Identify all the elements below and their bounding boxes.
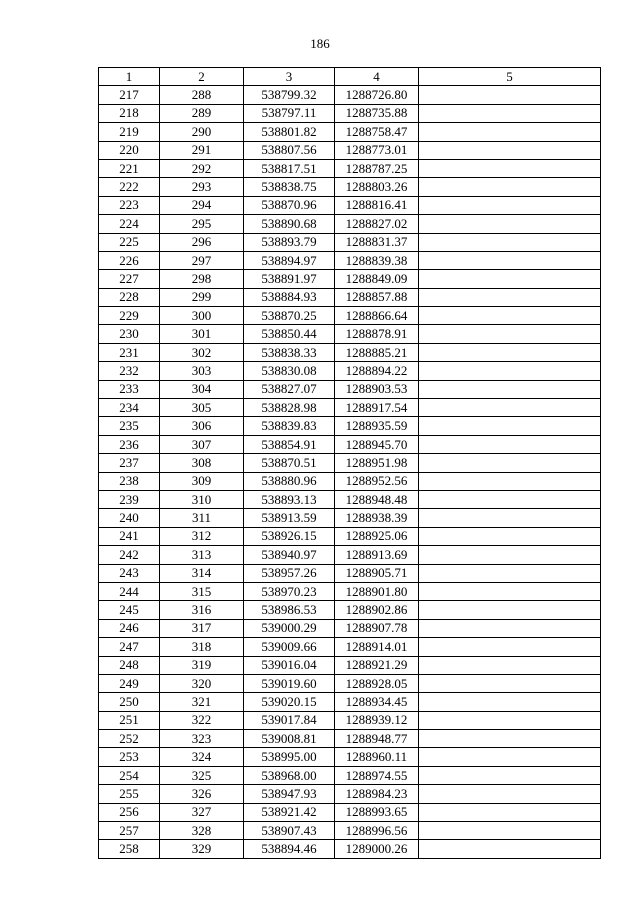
table-row [99, 730, 601, 748]
table-cell-col-3: 538926.15 [244, 527, 335, 545]
table-cell-col-1: 246 [99, 619, 160, 637]
table-cell-col-3: 538807.56 [244, 141, 335, 159]
table-cell-col-3: 538894.46 [244, 840, 335, 858]
table-cell-col-4: 1288921.29 [335, 656, 419, 674]
column-header-5: 5 [419, 68, 601, 86]
table-cell-col-5 [419, 215, 601, 233]
table-cell-col-2: 328 [160, 822, 244, 840]
table-cell-col-4: 1288945.70 [335, 435, 419, 453]
table-cell-col-3: 538870.25 [244, 307, 335, 325]
table-cell-col-5 [419, 564, 601, 582]
table-cell-col-4: 1288857.88 [335, 288, 419, 306]
table-cell-col-2: 305 [160, 399, 244, 417]
table-cell-col-5 [419, 674, 601, 692]
table-row [99, 527, 601, 545]
table-cell-col-5 [419, 159, 601, 177]
table-cell-col-4: 1288984.23 [335, 785, 419, 803]
table-cell-col-1: 242 [99, 546, 160, 564]
table-cell-col-2: 299 [160, 288, 244, 306]
table-cell-col-4: 1288905.71 [335, 564, 419, 582]
table-cell-col-4: 1288917.54 [335, 399, 419, 417]
table-cell-col-1: 243 [99, 564, 160, 582]
table-cell-col-1: 217 [99, 86, 160, 104]
table-cell-col-2: 312 [160, 527, 244, 545]
table-row [99, 840, 601, 858]
table-row [99, 178, 601, 196]
table-cell-col-3: 539009.66 [244, 638, 335, 656]
table-row [99, 822, 601, 840]
table-cell-col-5 [419, 196, 601, 214]
table-cell-col-4: 1288735.88 [335, 104, 419, 122]
table-row [99, 619, 601, 637]
table-row [99, 104, 601, 122]
table-cell-col-1: 220 [99, 141, 160, 159]
table-cell-col-1: 250 [99, 693, 160, 711]
table-cell-col-4: 1288831.37 [335, 233, 419, 251]
table-cell-col-1: 237 [99, 454, 160, 472]
table-cell-col-2: 304 [160, 380, 244, 398]
table-row [99, 509, 601, 527]
table-cell-col-4: 1288849.09 [335, 270, 419, 288]
table-row [99, 766, 601, 784]
table-cell-col-2: 289 [160, 104, 244, 122]
table-cell-col-2: 290 [160, 123, 244, 141]
table-cell-col-3: 538893.13 [244, 490, 335, 508]
table-cell-col-2: 309 [160, 472, 244, 490]
table-cell-col-2: 291 [160, 141, 244, 159]
table-cell-col-1: 257 [99, 822, 160, 840]
table-cell-col-2: 329 [160, 840, 244, 858]
table-cell-col-3: 539017.84 [244, 711, 335, 729]
table-cell-col-3: 539019.60 [244, 674, 335, 692]
table-cell-col-3: 538894.97 [244, 251, 335, 269]
table-cell-col-5 [419, 711, 601, 729]
table-cell-col-1: 245 [99, 601, 160, 619]
table-cell-col-2: 293 [160, 178, 244, 196]
table-row [99, 362, 601, 380]
table-row [99, 674, 601, 692]
table-cell-col-1: 248 [99, 656, 160, 674]
table-cell-col-3: 538827.07 [244, 380, 335, 398]
table-cell-col-4: 1288948.48 [335, 490, 419, 508]
table-cell-col-1: 222 [99, 178, 160, 196]
table-cell-col-3: 538891.97 [244, 270, 335, 288]
table-cell-col-4: 1288996.56 [335, 822, 419, 840]
table-cell-col-4: 1288928.05 [335, 674, 419, 692]
table-row [99, 638, 601, 656]
table-cell-col-1: 218 [99, 104, 160, 122]
table-cell-col-5 [419, 251, 601, 269]
table-cell-col-2: 313 [160, 546, 244, 564]
table-cell-col-4: 1288914.01 [335, 638, 419, 656]
table-cell-col-5 [419, 656, 601, 674]
table-header-row [99, 68, 601, 86]
table-cell-col-1: 235 [99, 417, 160, 435]
table-cell-col-5 [419, 822, 601, 840]
table-cell-col-1: 230 [99, 325, 160, 343]
table-row [99, 288, 601, 306]
table-row [99, 472, 601, 490]
table-cell-col-5 [419, 380, 601, 398]
table-cell-col-1: 258 [99, 840, 160, 858]
table-cell-col-2: 314 [160, 564, 244, 582]
table-cell-col-5 [419, 399, 601, 417]
table-cell-col-3: 538830.08 [244, 362, 335, 380]
table-cell-col-2: 288 [160, 86, 244, 104]
table-row [99, 748, 601, 766]
table-cell-col-5 [419, 472, 601, 490]
table-cell-col-5 [419, 730, 601, 748]
column-header-3: 3 [244, 68, 335, 86]
table-cell-col-2: 295 [160, 215, 244, 233]
table-cell-col-4: 1288866.64 [335, 307, 419, 325]
table-cell-col-2: 306 [160, 417, 244, 435]
table-cell-col-2: 321 [160, 693, 244, 711]
table-row [99, 141, 601, 159]
table-cell-col-4: 1288913.69 [335, 546, 419, 564]
table-cell-col-1: 228 [99, 288, 160, 306]
table-cell-col-3: 538797.11 [244, 104, 335, 122]
table-row [99, 656, 601, 674]
table-cell-col-3: 538913.59 [244, 509, 335, 527]
table-cell-col-5 [419, 527, 601, 545]
table-cell-col-4: 1288773.01 [335, 141, 419, 159]
table-body [99, 86, 601, 858]
table-cell-col-2: 308 [160, 454, 244, 472]
table-cell-col-1: 255 [99, 785, 160, 803]
table-cell-col-4: 1288974.55 [335, 766, 419, 784]
table-row [99, 159, 601, 177]
table-cell-col-3: 538907.43 [244, 822, 335, 840]
table-cell-col-2: 296 [160, 233, 244, 251]
table-cell-col-1: 253 [99, 748, 160, 766]
table-cell-col-1: 249 [99, 674, 160, 692]
table-cell-col-2: 302 [160, 343, 244, 361]
table-cell-col-4: 1288960.11 [335, 748, 419, 766]
table-cell-col-5 [419, 307, 601, 325]
table-cell-col-1: 219 [99, 123, 160, 141]
table-cell-col-4: 1288902.86 [335, 601, 419, 619]
table-cell-col-5 [419, 417, 601, 435]
table-cell-col-4: 1288939.12 [335, 711, 419, 729]
table-cell-col-3: 539016.04 [244, 656, 335, 674]
table-cell-col-5 [419, 840, 601, 858]
table-cell-col-4: 1288803.26 [335, 178, 419, 196]
table-cell-col-5 [419, 86, 601, 104]
table-cell-col-5 [419, 803, 601, 821]
table-cell-col-2: 323 [160, 730, 244, 748]
table-row [99, 564, 601, 582]
table-cell-col-5 [419, 141, 601, 159]
table-cell-col-3: 538850.44 [244, 325, 335, 343]
table-cell-col-5 [419, 748, 601, 766]
table-cell-col-3: 539000.29 [244, 619, 335, 637]
table-cell-col-4: 1288787.25 [335, 159, 419, 177]
table-cell-col-2: 315 [160, 582, 244, 600]
table-cell-col-1: 231 [99, 343, 160, 361]
table-row [99, 582, 601, 600]
table-cell-col-3: 538799.32 [244, 86, 335, 104]
table-cell-col-1: 241 [99, 527, 160, 545]
column-header-2: 2 [160, 68, 244, 86]
table-cell-col-3: 538893.79 [244, 233, 335, 251]
table-cell-col-1: 232 [99, 362, 160, 380]
table-cell-col-1: 240 [99, 509, 160, 527]
table-cell-col-3: 538957.26 [244, 564, 335, 582]
table-cell-col-3: 538970.23 [244, 582, 335, 600]
table-cell-col-4: 1288935.59 [335, 417, 419, 435]
table-cell-col-4: 1288878.91 [335, 325, 419, 343]
table-cell-col-5 [419, 619, 601, 637]
table-cell-col-4: 1288901.80 [335, 582, 419, 600]
table-cell-col-3: 538921.42 [244, 803, 335, 821]
table-row [99, 233, 601, 251]
table-cell-col-4: 1288758.47 [335, 123, 419, 141]
table-row [99, 693, 601, 711]
table-cell-col-4: 1288903.53 [335, 380, 419, 398]
table-cell-col-2: 322 [160, 711, 244, 729]
table-cell-col-1: 221 [99, 159, 160, 177]
table-cell-col-5 [419, 546, 601, 564]
table-cell-col-2: 303 [160, 362, 244, 380]
table-cell-col-1: 227 [99, 270, 160, 288]
table-cell-col-3: 538870.51 [244, 454, 335, 472]
table-cell-col-2: 324 [160, 748, 244, 766]
table-cell-col-5 [419, 123, 601, 141]
table-cell-col-5 [419, 233, 601, 251]
table-cell-col-5 [419, 288, 601, 306]
table-row [99, 307, 601, 325]
table-cell-col-5 [419, 343, 601, 361]
table-cell-col-4: 1288894.22 [335, 362, 419, 380]
table-cell-col-4: 1288952.56 [335, 472, 419, 490]
table-cell-col-3: 538986.53 [244, 601, 335, 619]
table-cell-col-4: 1288934.45 [335, 693, 419, 711]
table-cell-col-4: 1288925.06 [335, 527, 419, 545]
table-cell-col-5 [419, 435, 601, 453]
table-cell-col-1: 226 [99, 251, 160, 269]
table-cell-col-2: 316 [160, 601, 244, 619]
table-cell-col-4: 1288993.65 [335, 803, 419, 821]
table-cell-col-3: 538940.97 [244, 546, 335, 564]
table-cell-col-5 [419, 490, 601, 508]
table-row [99, 546, 601, 564]
table-cell-col-3: 538947.93 [244, 785, 335, 803]
table-cell-col-3: 538884.93 [244, 288, 335, 306]
table-cell-col-5 [419, 325, 601, 343]
table-cell-col-2: 311 [160, 509, 244, 527]
table-row [99, 711, 601, 729]
table-cell-col-3: 538828.98 [244, 399, 335, 417]
table-cell-col-2: 319 [160, 656, 244, 674]
table-cell-col-2: 320 [160, 674, 244, 692]
table-cell-col-4: 1289000.26 [335, 840, 419, 858]
table-row [99, 251, 601, 269]
table-cell-col-4: 1288938.39 [335, 509, 419, 527]
table-cell-col-2: 318 [160, 638, 244, 656]
table-cell-col-1: 239 [99, 490, 160, 508]
table-row [99, 196, 601, 214]
table-row [99, 490, 601, 508]
table-cell-col-2: 292 [160, 159, 244, 177]
table-row [99, 785, 601, 803]
table-row [99, 601, 601, 619]
table-cell-col-1: 224 [99, 215, 160, 233]
table-cell-col-4: 1288816.41 [335, 196, 419, 214]
table-cell-col-2: 317 [160, 619, 244, 637]
table-cell-col-2: 297 [160, 251, 244, 269]
table-cell-col-2: 307 [160, 435, 244, 453]
table-cell-col-1: 252 [99, 730, 160, 748]
table-cell-col-4: 1288827.02 [335, 215, 419, 233]
table-cell-col-3: 538968.00 [244, 766, 335, 784]
table-cell-col-2: 326 [160, 785, 244, 803]
table-cell-col-1: 256 [99, 803, 160, 821]
table-row [99, 325, 601, 343]
table-row [99, 215, 601, 233]
table-row [99, 86, 601, 104]
table-cell-col-2: 310 [160, 490, 244, 508]
table-cell-col-3: 538838.75 [244, 178, 335, 196]
table-cell-col-3: 539008.81 [244, 730, 335, 748]
table-cell-col-3: 538870.96 [244, 196, 335, 214]
table-cell-col-1: 251 [99, 711, 160, 729]
table-cell-col-3: 538890.68 [244, 215, 335, 233]
table-cell-col-4: 1288907.78 [335, 619, 419, 637]
table-row [99, 417, 601, 435]
table-row [99, 435, 601, 453]
table-cell-col-5 [419, 693, 601, 711]
page-number: 186 [310, 36, 330, 51]
table-row [99, 803, 601, 821]
table-cell-col-5 [419, 601, 601, 619]
table-cell-col-1: 234 [99, 399, 160, 417]
table-cell-col-3: 538880.96 [244, 472, 335, 490]
table-row [99, 343, 601, 361]
table-cell-col-1: 229 [99, 307, 160, 325]
column-header-4: 4 [335, 68, 419, 86]
table-cell-col-1: 225 [99, 233, 160, 251]
table-cell-col-3: 538839.83 [244, 417, 335, 435]
table-cell-col-5 [419, 638, 601, 656]
table-cell-col-5 [419, 454, 601, 472]
table-cell-col-2: 300 [160, 307, 244, 325]
table-cell-col-1: 223 [99, 196, 160, 214]
column-header-1: 1 [99, 68, 160, 86]
table-cell-col-5 [419, 270, 601, 288]
table-cell-col-2: 294 [160, 196, 244, 214]
table-cell-col-4: 1288951.98 [335, 454, 419, 472]
table-row [99, 454, 601, 472]
table-cell-col-2: 298 [160, 270, 244, 288]
table-cell-col-5 [419, 178, 601, 196]
table-cell-col-5 [419, 362, 601, 380]
table-cell-col-3: 538854.91 [244, 435, 335, 453]
table-cell-col-5 [419, 104, 601, 122]
table-cell-col-3: 538817.51 [244, 159, 335, 177]
table-row [99, 270, 601, 288]
table-cell-col-1: 233 [99, 380, 160, 398]
table-cell-col-5 [419, 766, 601, 784]
table-cell-col-5 [419, 509, 601, 527]
table-row [99, 123, 601, 141]
table-cell-col-5 [419, 582, 601, 600]
table-row [99, 380, 601, 398]
table-cell-col-3: 538801.82 [244, 123, 335, 141]
table-cell-col-1: 236 [99, 435, 160, 453]
table-cell-col-3: 538838.33 [244, 343, 335, 361]
table-cell-col-4: 1288839.38 [335, 251, 419, 269]
table-cell-col-1: 254 [99, 766, 160, 784]
table-cell-col-2: 301 [160, 325, 244, 343]
table-row [99, 399, 601, 417]
table-cell-col-1: 247 [99, 638, 160, 656]
table-cell-col-4: 1288948.77 [335, 730, 419, 748]
table-cell-col-4: 1288885.21 [335, 343, 419, 361]
table-cell-col-2: 325 [160, 766, 244, 784]
table-cell-col-1: 238 [99, 472, 160, 490]
table-cell-col-4: 1288726.80 [335, 86, 419, 104]
table-cell-col-1: 244 [99, 582, 160, 600]
table-cell-col-2: 327 [160, 803, 244, 821]
coordinates-table [98, 67, 601, 859]
table-cell-col-3: 539020.15 [244, 693, 335, 711]
table-cell-col-5 [419, 785, 601, 803]
table-cell-col-3: 538995.00 [244, 748, 335, 766]
